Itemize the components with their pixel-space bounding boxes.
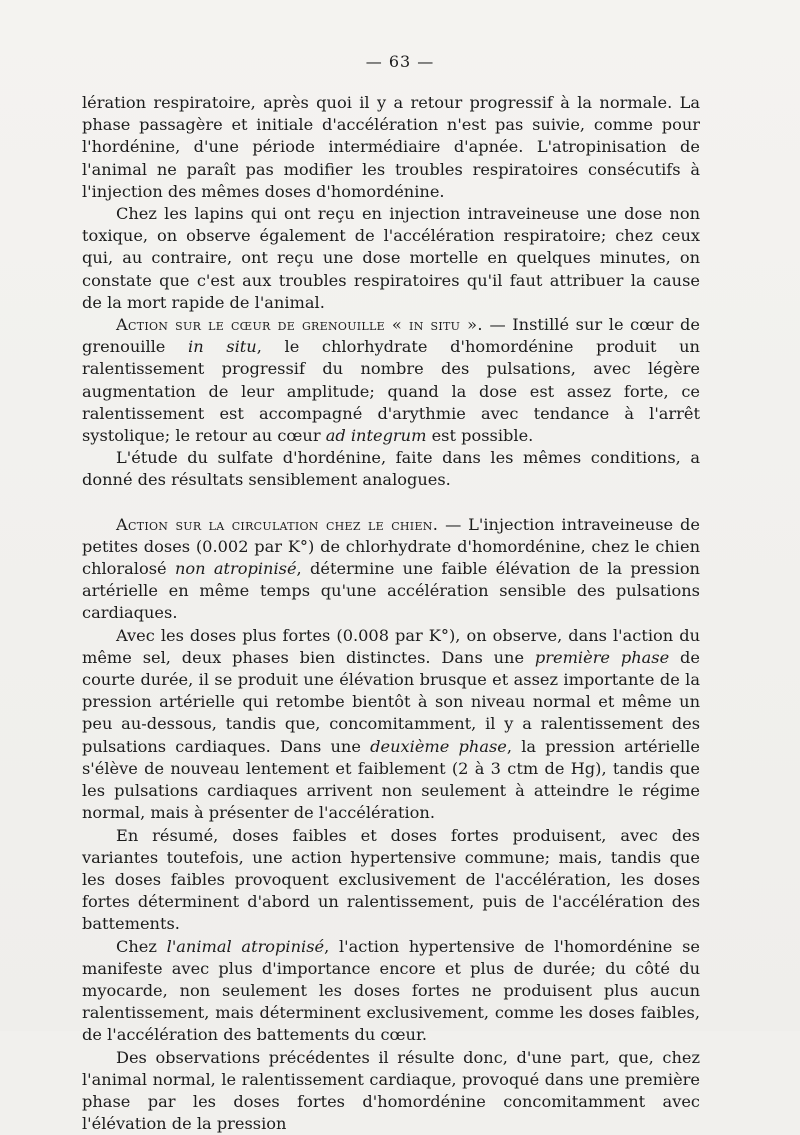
italic-term: deuxième phase <box>370 736 507 756</box>
italic-term: non atropinisé <box>174 559 297 579</box>
paragraph-respiration-end: lération respiratoire, après quoi il y a retour progressif à la normale. La phase passagère et initiale d'accélération n'est pas suivie, comme pour l'hordénine, d'une période intermédiaire d'apnée. L'atropinisation de l'animal ne paraît pas modifier les troubles respiratoires consécutifs à l'injection des mêmes doses d'homordénine. <box>82 93 700 201</box>
body-text <box>82 92 700 1135</box>
italic-term: l'animal atropinisé <box>166 936 325 956</box>
paragraph-text: , l'action hypertensive de l'homordénine se manifeste avec plus d'importance encore et plus de durée; du côté du myocarde, non seulement les doses fortes ne produisent plus aucun ralentissement, mais déterminent exclusivement, comme les doses faibles, de l'accélération des battements du cœur. <box>82 936 700 1045</box>
paragraph-observations: Des observations précédentes il résulte donc, d'une part, que, chez l'animal normal, le ralentissement cardiaque, provoqué dans une première phase par les doses fortes d'homordénine concomitamment avec l'élévation de la pression <box>82 1047 700 1134</box>
italic-term: ad integrum <box>325 426 427 446</box>
italic-term: in situ <box>188 337 257 357</box>
italic-term: première phase <box>534 647 670 667</box>
paragraph-coeur-grenouille <box>82 314 700 447</box>
paragraph-doses-fortes <box>82 625 700 825</box>
paragraph-text: , détermine une faible élévation de la pression artérielle en même temps qu'une accélération sensible des pulsations cardiaques. <box>82 559 700 623</box>
section-heading-circulation-chien: Action sur la circulation chez le chien. <box>116 514 439 534</box>
paragraph-text: Chez <box>116 936 167 956</box>
paragraph-text: — Instillé sur le cœur de grenouille <box>82 315 700 357</box>
paragraph-text: est possible. <box>426 426 534 446</box>
paragraph-text: , le chlorhydrate d'homordénine produit un ralentissement progressif du nombre des pulsations, avec légère augmentation de leur amplitude; quand la dose est assez forte, ce ralentissement est accompagné d'arythmie avec tendance à l'arrêt systolique; le retour au cœur <box>82 337 700 446</box>
paragraph-sulfate: L'étude du sulfate d'hordénine, faite dans les mêmes conditions, a donné des résultats sensiblement analogues. <box>82 448 700 490</box>
paragraph-circulation-chien <box>82 514 700 625</box>
paragraph-text: Avec les doses plus fortes (0.008 par K°), on observe, dans l'action du même sel, deux phases bien distinctes. Dans une <box>82 625 700 667</box>
paragraph-lapins: Chez les lapins qui ont reçu en injection intraveineuse une dose non toxique, on observe également de l'accélération respiratoire; chez ceux qui, au contraire, ont reçu une dose mortelle en quelques minutes, on constate que c'est aux troubles respiratoires qu'il faut attribuer la cause de la mort rapide de l'animal. <box>82 204 700 312</box>
paragraph-text: , la pression artérielle s'élève de nouveau lentement et faiblement (2 à 3 ctm de Hg), tandis que les pulsations cardiaques arrivent non seulement à atteindre le régime normal, mais à présenter de l'accélération. <box>82 736 700 823</box>
paragraph-text: — L'injection intraveineuse de petites doses (0.002 par K°) de chlorhydrate d'homordénine, chez le chien chloralosé <box>82 514 700 579</box>
paragraph-resume: En résumé, doses faibles et doses fortes produisent, avec des variantes toutefois, une action hypertensive commune; mais, tandis que les doses faibles provoquent exclusivement de l'accélération, les doses fortes déterminent d'abord un ralentissement, puis de l'accélération des battements. <box>82 825 700 934</box>
page-number: — 63 — <box>365 52 435 71</box>
paragraph-text: de courte durée, il se produit une élévation brusque et assez importante de la pression artérielle qui retombe bientôt à son niveau normal et même un peu au-dessous, tandis que, concomitamment, il y a ralentissement des pulsations cardiaques. Dans une <box>82 647 700 756</box>
section-heading-coeur-grenouille: Action sur le cœur de grenouille « in situ ». <box>116 315 483 335</box>
paragraph-atropinise <box>82 936 700 1047</box>
